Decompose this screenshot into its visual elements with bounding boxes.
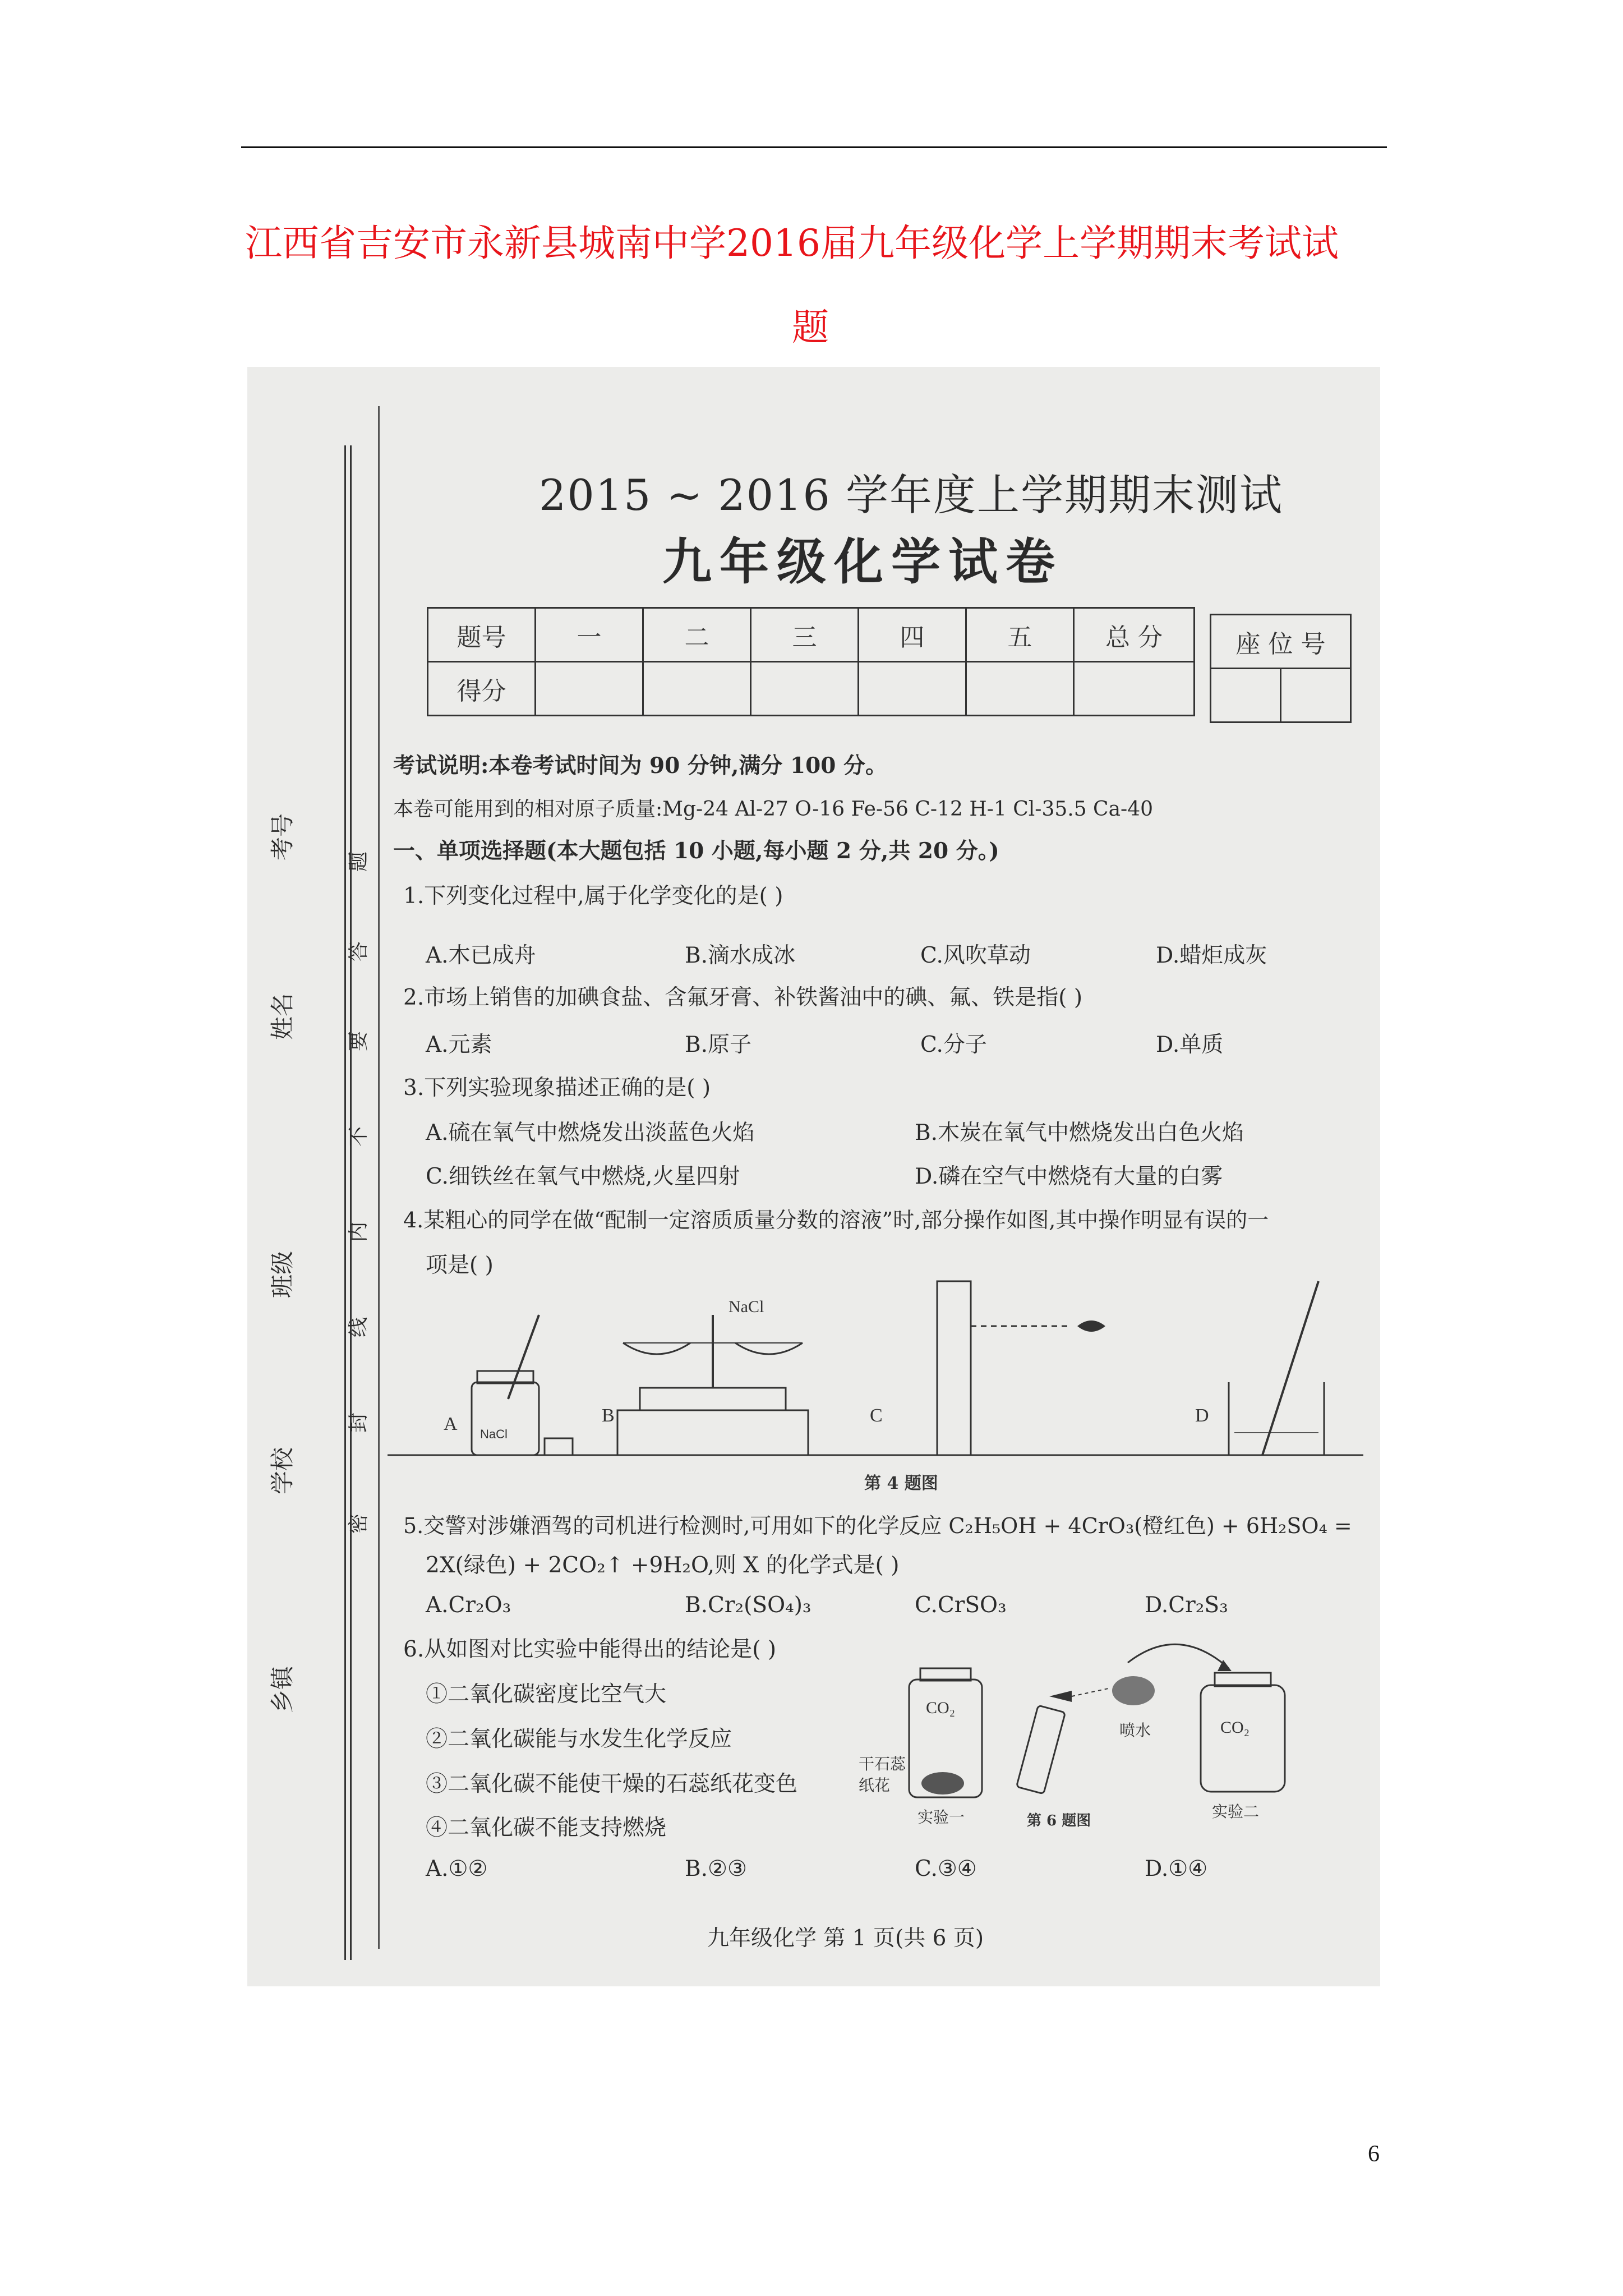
q6-statement-2: ②二氧化碳能与水发生化学反应 xyxy=(426,1727,732,1752)
q5-stem-line2: 2X(绿色) + 2CO₂↑ +9H₂O,则 X 的化学式是( ) xyxy=(426,1553,900,1578)
q1-stem: 1.下列变化过程中,属于化学变化的是( ) xyxy=(403,884,783,909)
q4-stem-line1: 4.某粗心的同学在做“配制一定溶质质量分数的溶液”时,部分操作如图,其中操作明显有误的一 xyxy=(403,1208,1269,1232)
document-title-line2: 题 xyxy=(792,306,829,349)
side-label-name: 姓名 xyxy=(269,992,296,1040)
q2-option-d: D.单质 xyxy=(1156,1032,1224,1057)
binding-line-1 xyxy=(344,445,346,1960)
scan-page-footer: 九年级化学 第 1 页(共 6 页) xyxy=(707,1926,984,1951)
seal-char-7: 封 xyxy=(347,1412,370,1433)
q2-option-c: C.分子 xyxy=(920,1032,987,1057)
q6-experiment-1-label: 实验一 xyxy=(917,1808,965,1826)
q5-stem-line1: 5.交警对涉嫌酒驾的司机进行检测时,可用如下的化学反应 C₂H₅OH + 4CrO₃(橙红色) + 6H₂SO₄ = xyxy=(403,1513,1352,1538)
score-header-cell: 五 xyxy=(966,608,1074,662)
q6-caption: 第 6 题图 xyxy=(1027,1812,1091,1829)
section-1-heading: 一、单项选择题(本大题包括 10 小题,每小题 2 分,共 20 分。) xyxy=(393,838,999,864)
q2-option-a: A.元素 xyxy=(426,1032,492,1057)
score-cell[interactable] xyxy=(1074,662,1195,716)
q4-figure xyxy=(376,1270,1375,1506)
q6-spray-label: 喷水 xyxy=(1119,1721,1151,1740)
binding-line-2 xyxy=(350,445,352,1960)
q5-option-d: D.Cr₂S₃ xyxy=(1145,1593,1228,1618)
q6-figure xyxy=(859,1635,1369,1859)
q6-option-b: B.②③ xyxy=(685,1856,747,1881)
q3-option-d: D.磷在空气中燃烧有大量的白雾 xyxy=(915,1164,1223,1189)
q4-caption: 第 4 题图 xyxy=(864,1474,938,1493)
q1-option-d: D.蜡炬成灰 xyxy=(1156,943,1267,968)
page-number: 6 xyxy=(1368,2141,1380,2167)
q3-option-a: A.硫在氧气中燃烧发出淡蓝色火焰 xyxy=(426,1120,755,1145)
q6-option-a: A.①② xyxy=(426,1856,488,1881)
seat-cell[interactable] xyxy=(1281,669,1351,723)
q4-jar-label: NaCl xyxy=(480,1427,508,1441)
score-cell[interactable] xyxy=(859,662,966,716)
q4-label-b: B xyxy=(602,1405,615,1426)
score-header-cell: 三 xyxy=(751,608,859,662)
score-cell[interactable] xyxy=(643,662,751,716)
q3-option-c: C.细铁丝在氧气中燃烧,火星四射 xyxy=(426,1164,740,1189)
q6-co2-label-2: CO₂ xyxy=(1220,1718,1250,1737)
side-label-school: 学校 xyxy=(269,1447,296,1494)
q4-balance-label: NaCl xyxy=(728,1297,764,1316)
seal-char-4: 不 xyxy=(347,1126,370,1147)
q6-stem: 6.从如图对比实验中能得出的结论是( ) xyxy=(403,1637,777,1662)
binding-line-3 xyxy=(378,406,380,1949)
q4-stem-line2: 项是( ) xyxy=(426,1253,494,1278)
atomic-masses: 本卷可能用到的相对原子质量:Mg-24 Al-27 O-16 Fe-56 C-12 H-1 Cl-35.5 Ca-40 xyxy=(393,798,1154,821)
score-table xyxy=(427,607,1195,716)
q5-option-a: A.Cr₂O₃ xyxy=(426,1593,511,1618)
q6-co2-label-1: CO₂ xyxy=(926,1699,956,1717)
q1-option-c: C.风吹草动 xyxy=(920,943,1031,968)
q5-option-b: B.Cr₂(SO₄)₃ xyxy=(685,1593,811,1618)
q6-statement-4: ④二氧化碳不能支持燃烧 xyxy=(426,1815,667,1841)
q1-option-b: B.滴水成冰 xyxy=(685,943,796,968)
q5-option-c: C.CrSO₃ xyxy=(915,1593,1007,1618)
seal-char-1: 题 xyxy=(347,851,370,872)
score-header-cell: 总 分 xyxy=(1074,608,1195,662)
seal-char-8: 密 xyxy=(347,1513,370,1534)
q1-option-a: A.木已成舟 xyxy=(426,943,536,968)
score-cell[interactable] xyxy=(966,662,1074,716)
score-header-cell: 二 xyxy=(643,608,751,662)
score-cell[interactable] xyxy=(536,662,643,716)
seat-cell[interactable] xyxy=(1211,669,1281,723)
exam-header-subject: 九年级化学试卷 xyxy=(662,532,1063,591)
q6-experiment-2-label: 实验二 xyxy=(1212,1802,1260,1821)
seat-number-table xyxy=(1210,614,1352,723)
q6-option-d: D.①④ xyxy=(1145,1856,1208,1881)
seat-number-label: 座 位 号 xyxy=(1211,615,1351,669)
score-cell[interactable] xyxy=(751,662,859,716)
seal-char-6: 线 xyxy=(347,1317,370,1337)
q6-statement-3: ③二氧化碳不能使干燥的石蕊纸花变色 xyxy=(426,1772,798,1797)
exam-instructions: 考试说明:本卷考试时间为 90 分钟,满分 100 分。 xyxy=(393,753,887,779)
side-label-town: 乡镇 xyxy=(269,1665,296,1713)
seal-char-2: 答 xyxy=(347,941,370,961)
q2-option-b: B.原子 xyxy=(685,1032,752,1057)
seal-char-3: 要 xyxy=(347,1030,370,1051)
q4-label-d: D xyxy=(1195,1405,1209,1426)
q3-option-b: B.木炭在氧气中燃烧发出白色火焰 xyxy=(915,1120,1244,1145)
q6-option-c: C.③④ xyxy=(915,1856,977,1881)
q6-statement-1: ①二氧化碳密度比空气大 xyxy=(426,1682,667,1707)
seal-char-5: 内 xyxy=(347,1221,370,1242)
exam-header-term: 2015 ~ 2016 学年度上学期期末测试 xyxy=(539,470,1283,520)
side-label-exam-number: 考号 xyxy=(269,813,296,861)
q4-label-c: C xyxy=(870,1405,883,1426)
q6-paper-label-1: 干石蕊 xyxy=(859,1755,906,1773)
q2-stem: 2.市场上销售的加碘食盐、含氟牙膏、补铁酱油中的碘、氟、铁是指( ) xyxy=(403,985,1083,1010)
q6-paper-label-2: 纸花 xyxy=(859,1776,891,1795)
score-row-label: 得分 xyxy=(428,662,536,716)
side-label-class: 班级 xyxy=(269,1250,296,1298)
score-header-cell: 四 xyxy=(859,608,966,662)
score-header-cell: 题号 xyxy=(428,608,536,662)
scanned-exam-photo xyxy=(247,367,1380,1986)
q3-stem: 3.下列实验现象描述正确的是( ) xyxy=(403,1075,711,1101)
document-title-line1: 江西省吉安市永新县城南中学2016届九年级化学上学期期末考试试 xyxy=(245,222,1339,265)
top-rule xyxy=(241,146,1387,148)
q4-label-a: A xyxy=(444,1414,458,1434)
score-header-cell: 一 xyxy=(536,608,643,662)
